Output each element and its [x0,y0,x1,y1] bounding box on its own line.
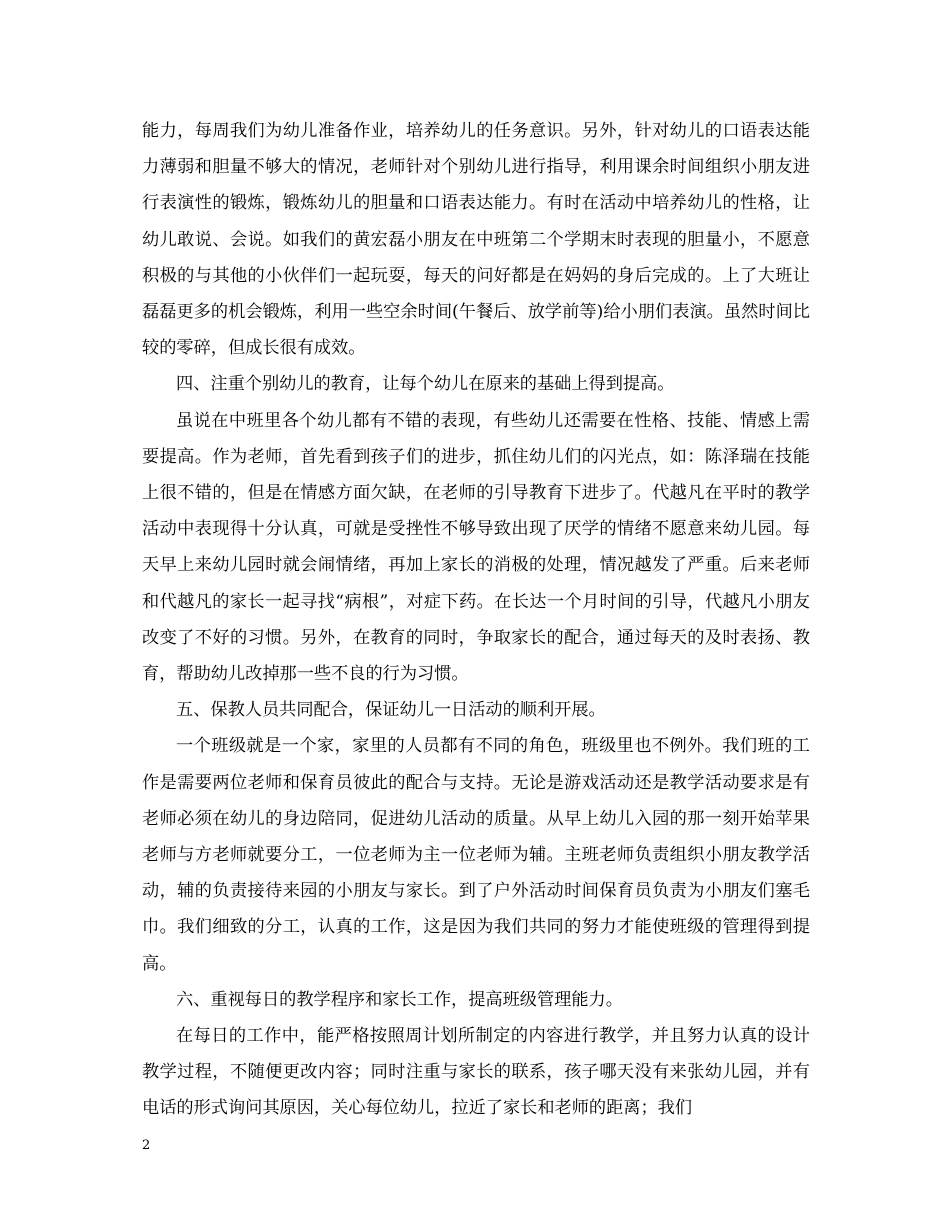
section-heading-6: 六、重视每日的教学程序和家长工作，提高班级管理能力。 [176,989,623,1010]
section-heading-5: 五、保教人员共同配合，保证幼儿一日活动的顺利开展。 [176,700,606,721]
document-body [142,113,810,1127]
paragraph-4: 在每日的工作中，能严格按照周计划所制定的内容进行教学，并且努力认真的设计教学过程，不随便更改内容；同时注重与家长的联系，孩子哪天没有来张幼儿园，并有电话的形式询问其原因，关心每位幼儿，拉近了家长和老师的距离；我们 [142,1026,810,1119]
section-heading-4: 四、注重个别幼儿的教育，让每个幼儿在原来的基础上得到提高。 [176,374,675,395]
page-number: 2 [142,1138,151,1153]
paragraph-1: 能力，每周我们为幼儿准备作业，培养幼儿的任务意识。另外，针对幼儿的口语表达能力薄弱和胆量不够大的情况，老师针对个别幼儿进行指导，利用课余时间组织小朋友进行表演性的锻炼，锻炼幼儿的胆量和口语表达能力。有时在活动中培养幼儿的性格，让幼儿敢说、会说。如我们的黄宏磊小朋友在中班第二个学期末时表现的胆量小，不愿意积极的与其他的小伙伴们一起玩耍，每天的问好都是在妈妈的身后完成的。上了大班让磊磊更多的机会锻炼，利用一些空余时间(午餐后、放学前等)给小朋们表演。虽然时间比较的零碎，但成长很有成效。 [142,121,810,359]
paragraph-3: 一个班级就是一个家，家里的人员都有不同的角色，班级里也不例外。我们班的工作是需要两位老师和保育员彼此的配合与支持。无论是游戏活动还是教学活动要求是有老师必须在幼儿的身边陪同，促进幼儿活动的质量。从早上幼儿入园的那一刻开始苹果老师与方老师就要分工，一位老师为主一位老师为辅。主班老师负责组织小朋友教学活动，辅的负责接待来园的小朋友与家长。到了户外活动时间保育员负责为小朋友们塞毛巾。我们细致的分工，认真的工作，这是因为我们共同的努力才能使班级的管理得到提高。 [142,736,810,974]
paragraph-2: 虽说在中班里各个幼儿都有不错的表现，有些幼儿还需要在性格、技能、情感上需要提高。作为老师，首先看到孩子们的进步，抓住幼儿们的闪光点，如：陈泽瑞在技能上很不错的，但是在情感方面欠缺，在老师的引导教育下进步了。代越凡在平时的教学活动中表现得十分认真，可就是受挫性不够导致出现了厌学的情绪不愿意来幼儿园。每天早上来幼儿园时就会闹情绪，再加上家长的消极的处理，情况越发了严重。后来老师和代越凡的家长一起寻找“病根”，对症下药。在长达一个月时间的引导，代越凡小朋友改变了不好的习惯。另外，在教育的同时，争取家长的配合，通过每天的及时表扬、教育，帮助幼儿改掉那一些不良的行为习惯。 [142,410,810,685]
